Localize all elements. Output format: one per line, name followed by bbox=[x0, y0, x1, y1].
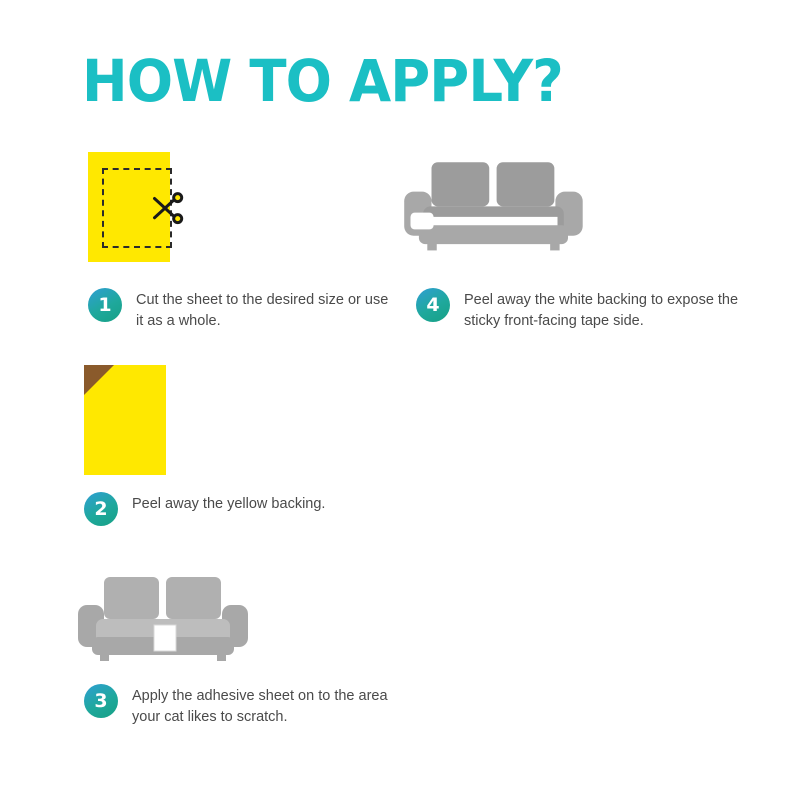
step-4-badge: 4 bbox=[416, 288, 450, 322]
scissors-icon bbox=[144, 188, 186, 230]
step-1-text: Cut the sheet to the desired size or use it as a whole. bbox=[136, 292, 389, 329]
step-3-caption bbox=[84, 684, 392, 727]
step-3-badge: 3 bbox=[84, 684, 118, 718]
step-3 bbox=[74, 575, 374, 675]
peeled-corner bbox=[84, 365, 114, 395]
step-4-text: Peel away the white backing to expose the sticky front-facing tape side. bbox=[464, 292, 739, 329]
step-4-artwork-sofa bbox=[400, 160, 610, 260]
step-1 bbox=[88, 152, 388, 267]
step-1-badge: 1 bbox=[88, 288, 122, 322]
page-title: HOW TO APPLY? bbox=[82, 47, 563, 115]
step-2-caption bbox=[84, 492, 325, 526]
step-3-artwork-sofa bbox=[74, 575, 274, 670]
step-4-caption bbox=[416, 288, 739, 331]
step-2 bbox=[84, 365, 384, 475]
step-2-artwork bbox=[84, 365, 194, 475]
step-1-caption bbox=[88, 288, 396, 331]
step-2-badge: 2 bbox=[84, 492, 118, 526]
step-1-artwork bbox=[88, 152, 198, 267]
step-3-text: Apply the adhesive sheet on to the area your cat likes to scratch. bbox=[132, 688, 388, 725]
step-4 bbox=[400, 160, 720, 265]
step-2-text: Peel away the yellow backing. bbox=[132, 496, 326, 512]
